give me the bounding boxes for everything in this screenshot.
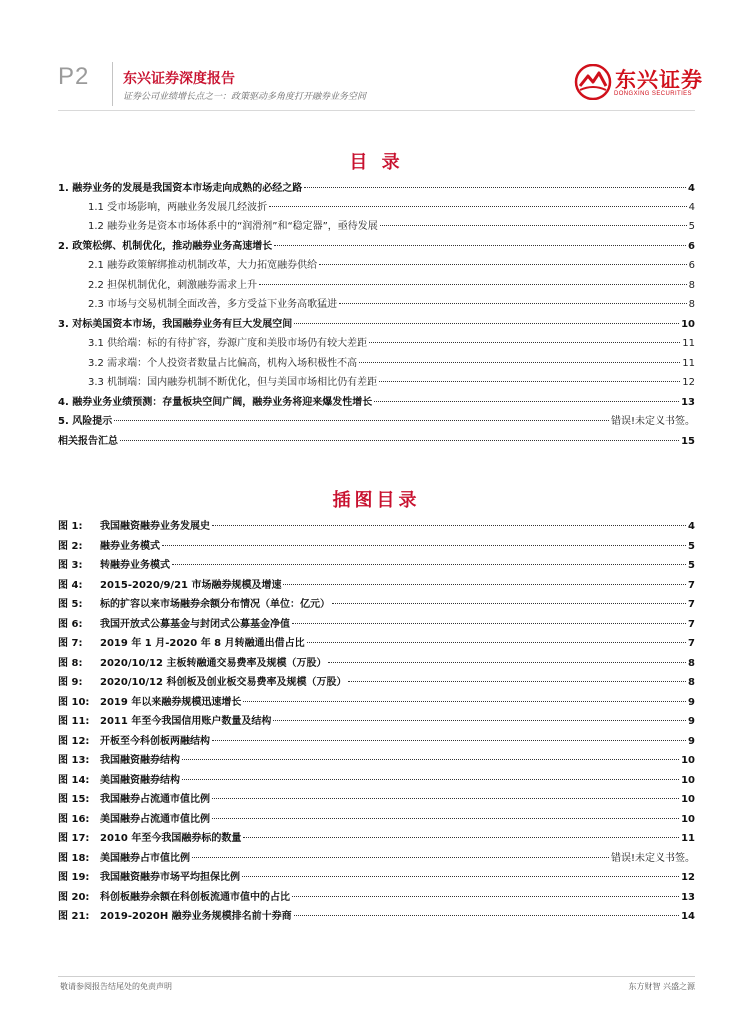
figure-entry[interactable]: 图 7: 2019 年 1 月-2020 年 8 月转融通出借占比 7 [58, 638, 695, 649]
toc-entry[interactable]: 5. 风险提示 错误!未定义书签。 [58, 416, 695, 427]
figure-entry[interactable]: 图 12: 开板至今科创板两融结构 9 [58, 736, 695, 747]
header-rule [58, 110, 695, 111]
toc-entry[interactable]: 1. 融券业务的发展是我国资本市场走向成熟的必经之路 4 [58, 183, 695, 194]
figure-entry[interactable]: 图 4: 2015-2020/9/21 市场融券规模及增速 7 [58, 580, 695, 591]
toc-entry[interactable]: 2.3 市场与交易机制全面改善，多方受益下业务高歌猛进 8 [88, 299, 695, 310]
toc-entry[interactable]: 3.1 供给端：标的有待扩容，券源广度和美股市场仍有较大差距 11 [88, 338, 695, 349]
toc-entry[interactable]: 2.1 融券政策解绑推动机制改革，大力拓宽融券供给 6 [88, 260, 695, 271]
figure-entry[interactable]: 图 19: 我国融资融券市场平均担保比例 12 [58, 872, 695, 883]
footer-disclaimer: 敬请参阅报告结尾处的免责声明 [60, 982, 172, 991]
figure-entry[interactable]: 图 1: 我国融资融券业务发展史 4 [58, 521, 695, 532]
figure-entry[interactable]: 图 16: 美国融券占流通市值比例 10 [58, 814, 695, 825]
footer-slogan: 东方财智 兴盛之源 [628, 982, 695, 991]
figure-entry[interactable]: 图 8: 2020/10/12 主板转融通交易费率及规模（万股） 8 [58, 658, 695, 669]
logo-text-en: DONGXING SECURITIES [614, 91, 692, 97]
figure-entry[interactable]: 图 18: 美国融券占市值比例 错误!未定义书签。 [58, 853, 695, 864]
toc-entry[interactable]: 2. 政策松绑、机制优化，推动融券业务高速增长 6 [58, 241, 695, 252]
figure-entry[interactable]: 图 14: 美国融资融券结构 10 [58, 775, 695, 786]
figure-entry[interactable]: 图 17: 2010 年至今我国融券标的数量 11 [58, 833, 695, 844]
logo-text-cn: 东兴证券 [615, 68, 703, 92]
toc-entry[interactable]: 3.2 需求端：个人投资者数量占比偏高，机构入场积极性不高 11 [88, 358, 695, 369]
figure-entry[interactable]: 图 6: 我国开放式公募基金与封闭式公募基金净值 7 [58, 619, 695, 630]
toc-entry[interactable]: 相关报告汇总 15 [58, 436, 695, 447]
toc-entry[interactable]: 1.1 受市场影响，两融业务发展几经波折 4 [88, 202, 695, 213]
figure-entry[interactable]: 图 5: 标的扩容以来市场融券余额分布情况（单位：亿元） 7 [58, 599, 695, 610]
report-title: 东兴证券深度报告 [123, 71, 235, 87]
footer-rule [58, 976, 695, 977]
figure-entry[interactable]: 图 9: 2020/10/12 科创板及创业板交易费率及规模（万股） 8 [58, 677, 695, 688]
figure-entry[interactable]: 图 21: 2019-2020H 融券业务规模排名前十券商 14 [58, 911, 695, 922]
header-divider [112, 62, 113, 106]
toc-entry[interactable]: 3. 对标美国资本市场，我国融券业务有巨大发展空间 10 [58, 319, 695, 330]
report-subtitle: 证券公司业绩增长点之一：政策驱动多角度打开融券业务空间 [123, 92, 367, 102]
page-number: P2 [58, 63, 90, 90]
figure-entry[interactable]: 图 2: 融券业务模式 5 [58, 541, 695, 552]
toc-entry[interactable]: 1.2 融券业务是资本市场体系中的“润滑剂”和“稳定器”，亟待发展 5 [88, 221, 695, 232]
figure-list-title: 插图目录 [332, 490, 421, 511]
logo-emblem-icon [574, 64, 612, 100]
figure-entry[interactable]: 图 13: 我国融资融券结构 10 [58, 755, 695, 766]
company-logo [574, 62, 704, 104]
figure-entry[interactable]: 图 11: 2011 年至今我国信用账户数量及结构 9 [58, 716, 695, 727]
toc-entry[interactable]: 2.2 担保机制优化，刺激融券需求上升 8 [88, 280, 695, 291]
toc-title: 目 录 [349, 152, 404, 173]
figure-entry[interactable]: 图 15: 我国融券占流通市值比例 10 [58, 794, 695, 805]
toc-entry[interactable]: 3.3 机制端：国内融券机制不断优化，但与美国市场相比仍有差距 12 [88, 377, 695, 388]
figure-entry[interactable]: 图 3: 转融券业务模式 5 [58, 560, 695, 571]
toc-entry[interactable]: 4. 融券业务业绩预测：存量板块空间广阔，融券业务将迎来爆发性增长 13 [58, 397, 695, 408]
figure-entry[interactable]: 图 10: 2019 年以来融券规模迅速增长 9 [58, 697, 695, 708]
figure-entry[interactable]: 图 20: 科创板融券余额在科创板流通市值中的占比 13 [58, 892, 695, 903]
